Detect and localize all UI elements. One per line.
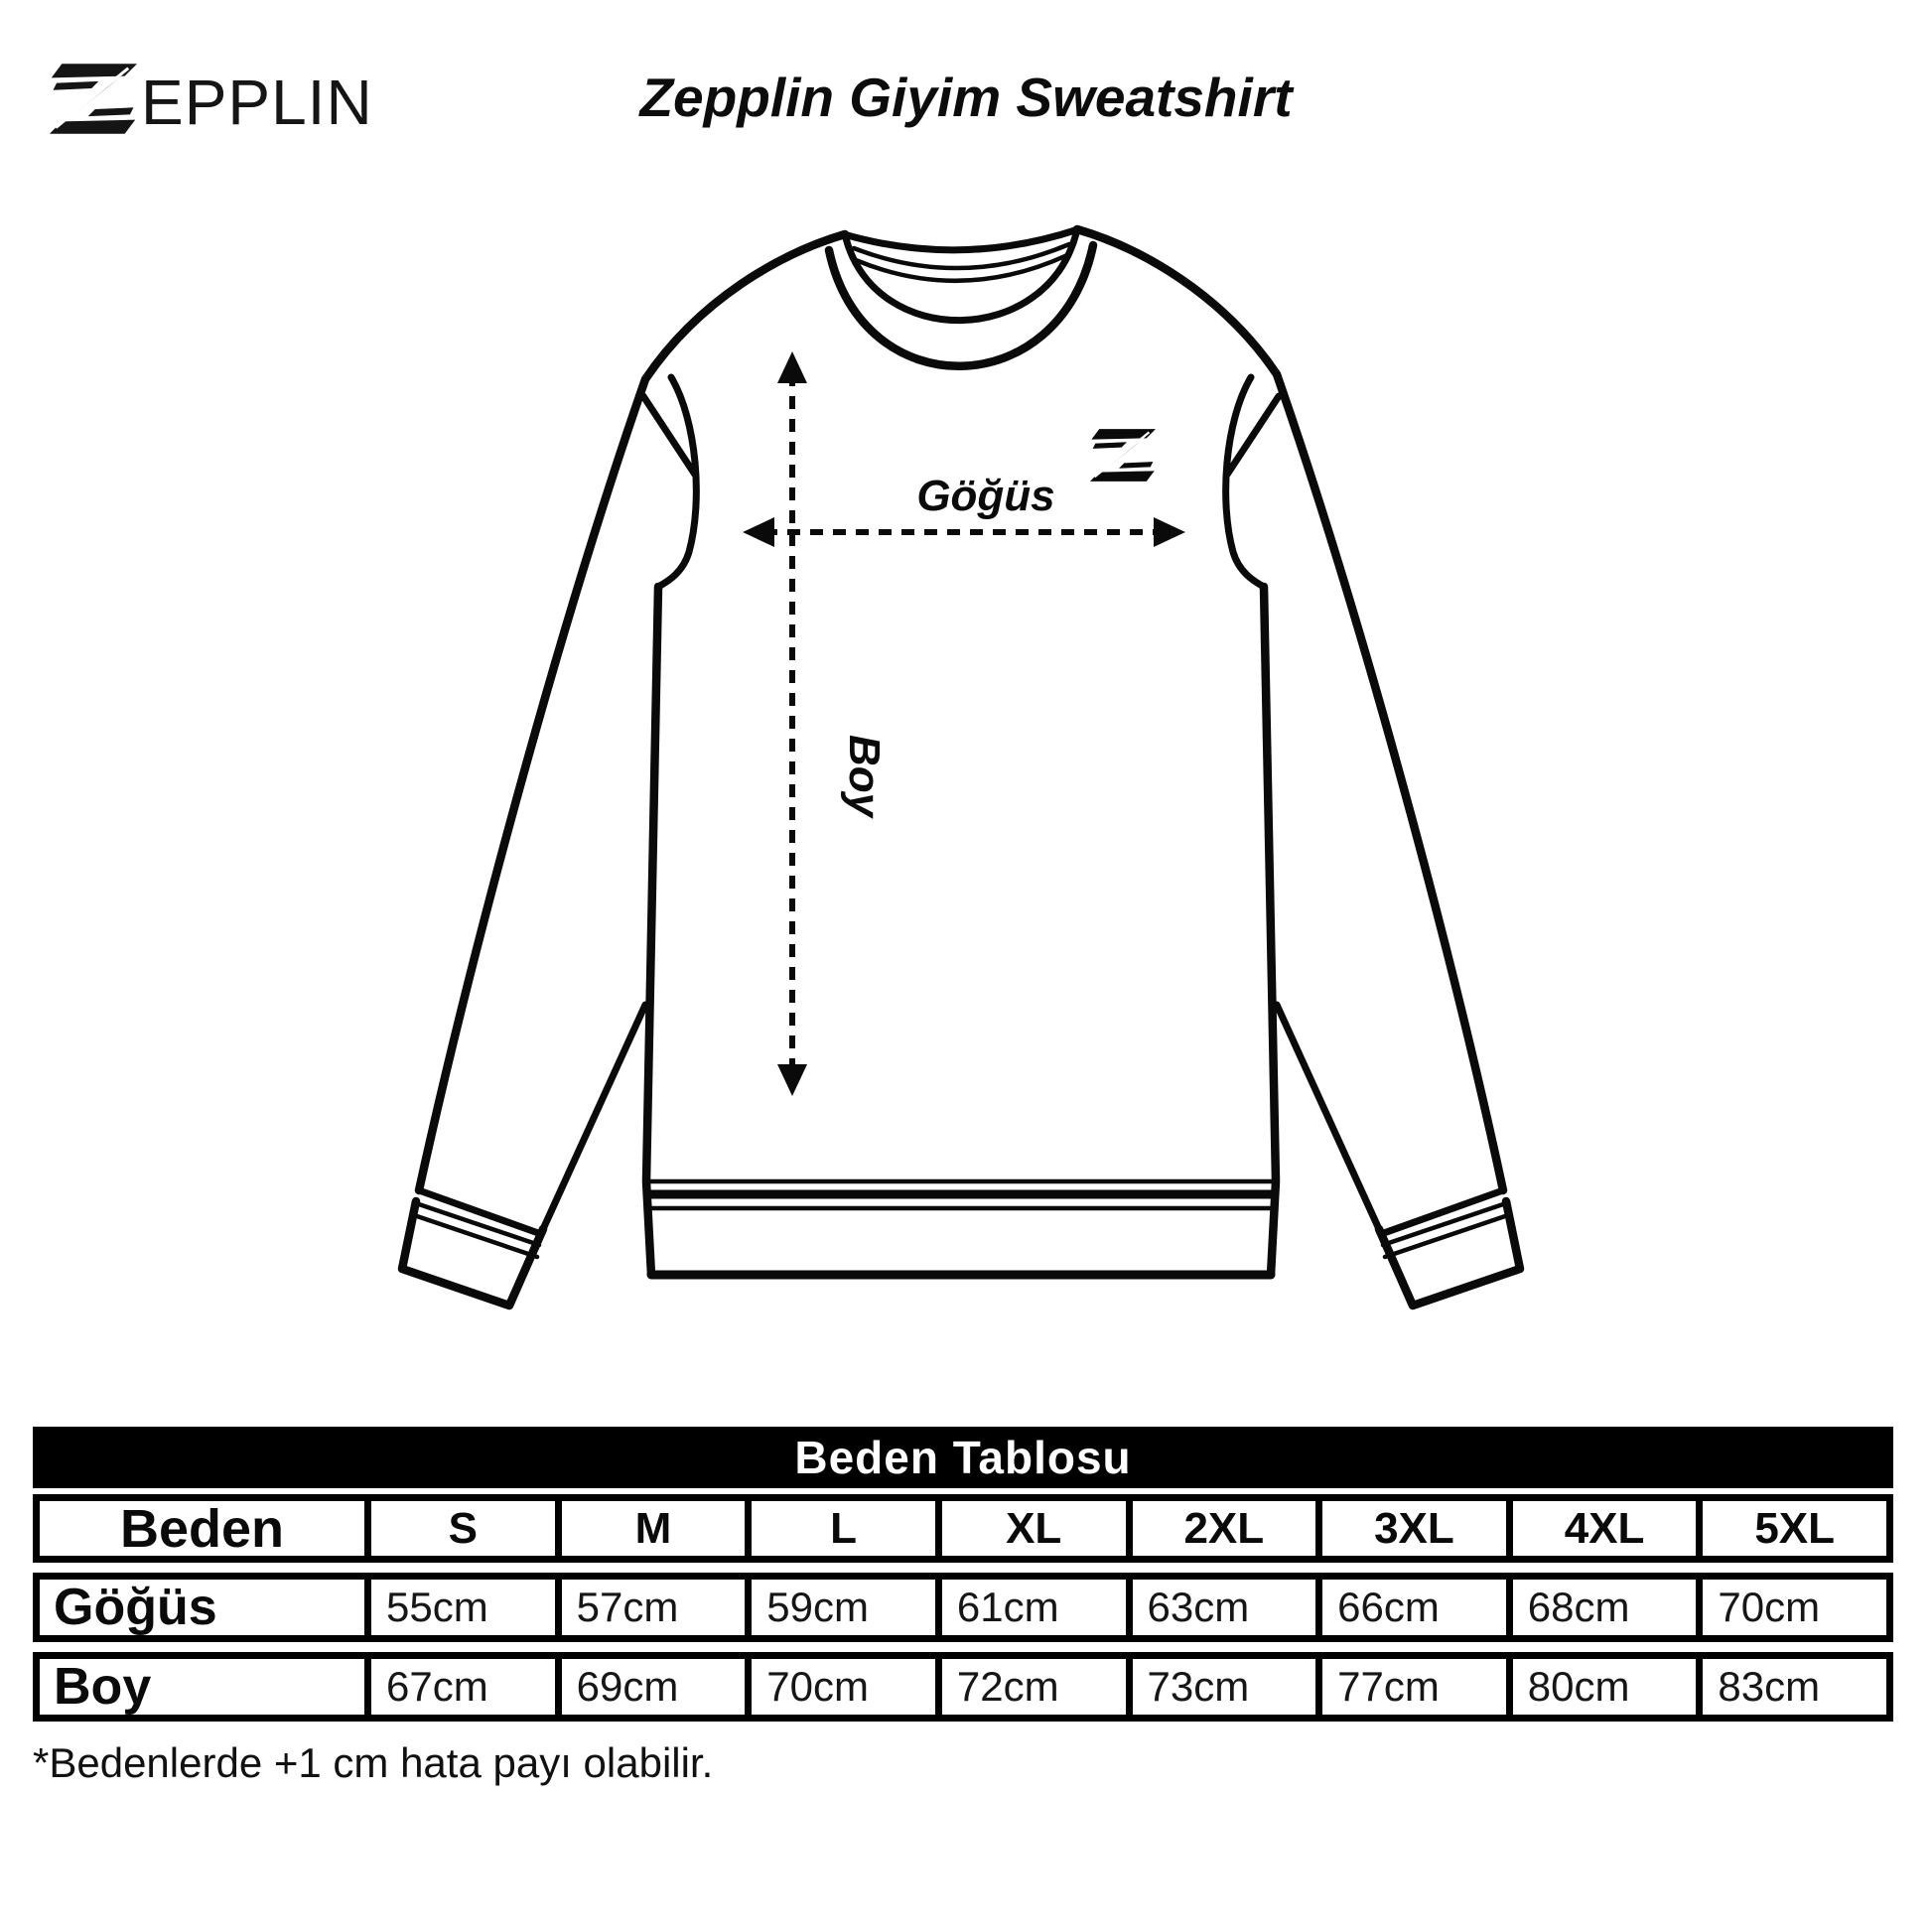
size-value-cell: 70cm xyxy=(745,1652,942,1722)
size-col-header-m: M xyxy=(555,1494,753,1563)
size-col-header-l: L xyxy=(745,1494,942,1563)
size-table-header-row xyxy=(33,1494,1893,1563)
size-col-header-4xl: 4XL xyxy=(1506,1494,1704,1563)
size-col-header-2xl: 2XL xyxy=(1126,1494,1323,1563)
size-value-cell: 59cm xyxy=(745,1573,942,1642)
size-value-cell: 67cm xyxy=(364,1652,562,1722)
brand-logo-text: EPPLIN xyxy=(141,67,373,138)
size-value-cell: 73cm xyxy=(1126,1652,1323,1722)
size-col-header-s: S xyxy=(364,1494,562,1563)
size-value-cell: 83cm xyxy=(1696,1652,1893,1722)
body-outline xyxy=(646,587,1276,1275)
table-row-chest xyxy=(33,1573,1893,1642)
right-sleeve xyxy=(1077,229,1520,1306)
size-value-cell: 68cm xyxy=(1506,1573,1704,1642)
table-row-length xyxy=(33,1652,1893,1722)
size-value-cell: 61cm xyxy=(935,1573,1133,1642)
chest-measure-label: Göğüs xyxy=(916,472,1055,520)
right-cuff xyxy=(1379,1190,1520,1306)
size-value-cell: 69cm xyxy=(555,1652,753,1722)
size-value-cell: 57cm xyxy=(555,1573,753,1642)
header-cell-beden: Beden xyxy=(33,1494,371,1563)
left-sleeve xyxy=(402,234,845,1306)
chest-z-logo-icon xyxy=(1090,429,1156,482)
size-value-cell: 80cm xyxy=(1506,1652,1704,1722)
size-value-cell: 72cm xyxy=(935,1652,1133,1722)
size-value-cell: 66cm xyxy=(1315,1573,1513,1642)
length-measure-label: Boy xyxy=(840,735,889,818)
size-value-cell: 77cm xyxy=(1315,1652,1513,1722)
size-col-header-3xl: 3XL xyxy=(1315,1494,1513,1563)
size-value-cell: 55cm xyxy=(364,1573,562,1642)
row-label-boy: Boy xyxy=(33,1652,371,1722)
page-title-regular: Zepplin Giyim xyxy=(639,67,1017,128)
chest-width-arrow xyxy=(743,517,1185,547)
size-table xyxy=(33,1427,1893,1722)
length-arrow xyxy=(777,351,807,1096)
page-title-bold: Sweatshirt xyxy=(1016,67,1293,128)
size-col-header-xl: XL xyxy=(935,1494,1133,1563)
row-label-gogus: Göğüs xyxy=(33,1573,371,1642)
size-tolerance-footnote: *Bedenlerde +1 cm hata payı olabilir. xyxy=(33,1739,714,1786)
size-value-cell: 63cm xyxy=(1126,1573,1323,1642)
size-table-title: Beden Tablosu xyxy=(33,1427,1893,1488)
size-col-header-5xl: 5XL xyxy=(1696,1494,1893,1563)
collar xyxy=(829,229,1093,366)
left-cuff xyxy=(402,1190,543,1306)
size-value-cell: 70cm xyxy=(1696,1573,1893,1642)
